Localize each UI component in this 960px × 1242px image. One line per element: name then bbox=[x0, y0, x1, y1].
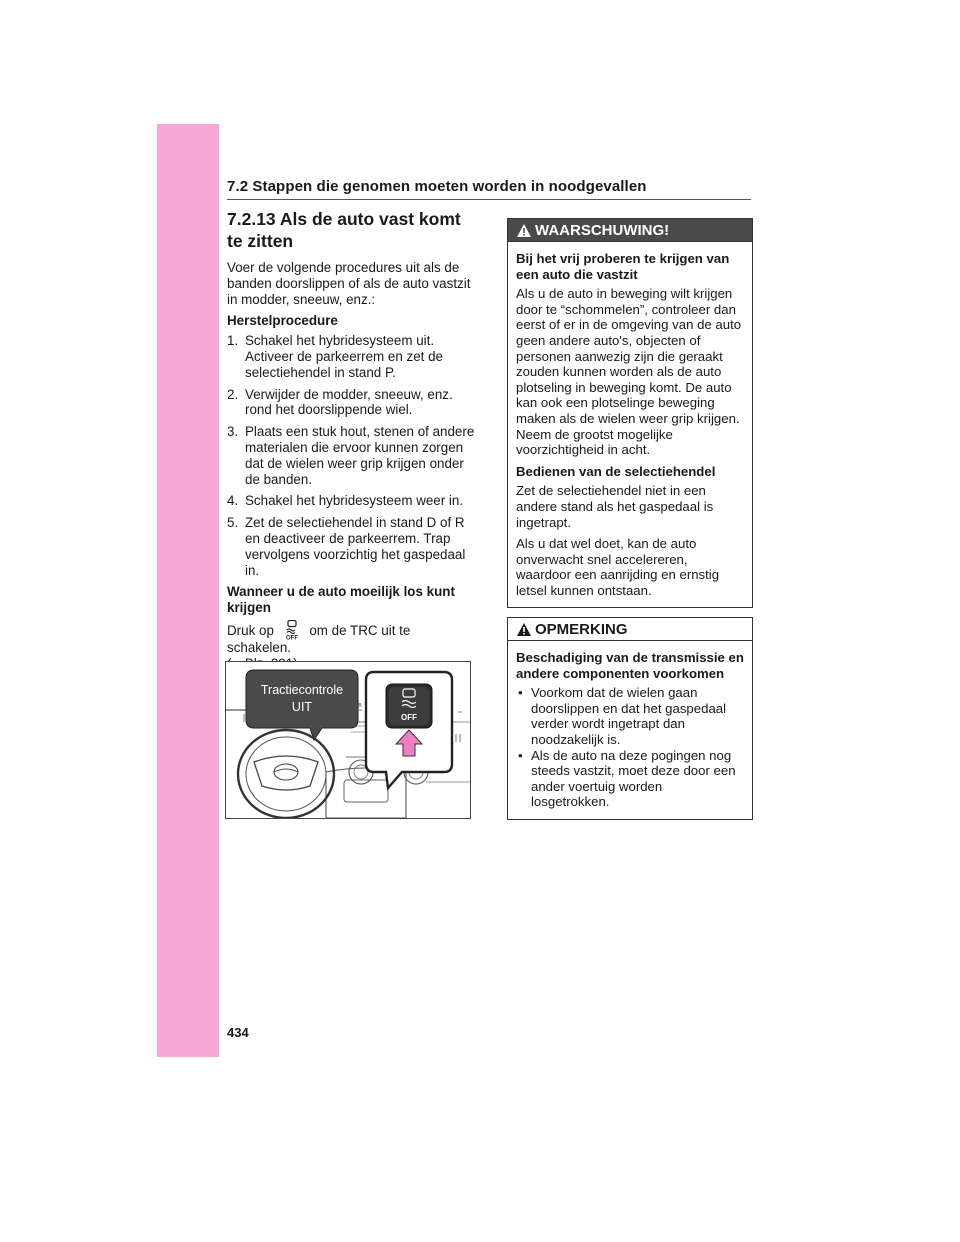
warning-paragraph: Als u dat wel doet, kan de auto onverwacht snel accelereren, waardoor een aanrijding en ernstig letsel kunnen ontstaan. bbox=[516, 536, 720, 598]
section-title: 7.2.13 Als de auto vast komt te zitten bbox=[227, 209, 461, 251]
warning-body bbox=[508, 242, 752, 607]
step-item: 2. Verwijder de modder, sneeuw, enz. rond het doorslippende wiel. bbox=[227, 386, 453, 418]
step-item: 5. Zet de selectiehendel in stand D of R en deactiveer de parkeerrem. Trap vervolgens voorzichtig het gaspedaal in. bbox=[227, 515, 466, 578]
chapter-tab-band bbox=[157, 124, 219, 1057]
page-number: 434 bbox=[227, 1025, 249, 1040]
intro-paragraph: Voer de volgende procedures uit als de banden doorslippen of als de auto vastzit in modder, sneeuw, enz.: bbox=[227, 260, 471, 307]
main-column bbox=[227, 208, 477, 678]
warning-icon bbox=[516, 223, 532, 238]
step-item: 4. Schakel het hybridesysteem weer in. bbox=[227, 493, 464, 509]
warning-paragraph: Zet de selectiehendel niet in een andere stand als het gaspedaal is ingetrapt. bbox=[516, 483, 714, 530]
trc-button-illustration bbox=[225, 661, 471, 819]
running-header: 7.2 Stappen die genomen moeten worden in noodgevallen bbox=[227, 178, 647, 195]
warning-box bbox=[507, 218, 753, 608]
header-divider bbox=[227, 199, 751, 200]
callout-label-line2: UIT bbox=[291, 700, 313, 714]
procedure-steps bbox=[227, 333, 477, 578]
note-bullets bbox=[516, 685, 744, 810]
warning-paragraph: Als u de auto in beweging wilt krijgen door te “schommelen”, controleer dan eerst of er in de omgeving van de auto geen andere auto's, objecten of personen aanwezig zijn die geraakt zouden kunnen worden als de auto plotseling in beweging komt. De auto kan ook een plotselinge beweging maken als de wielen weer grip krijgen. Neem de grootst mogelijke voorzichtigheid in acht. bbox=[516, 286, 742, 458]
warning-subheading-1: Bij het vrij proberen te krijgen van een auto die vastzit bbox=[516, 251, 730, 282]
note-bullet-item: • Voorkom dat de wielen gaan doorslippen en dat het gaspedaal verder wordt ingetrapt dan noodzakelijk is. bbox=[516, 685, 744, 747]
note-body bbox=[508, 641, 752, 819]
svg-text:OFF: OFF bbox=[285, 635, 298, 640]
warning-header bbox=[508, 219, 752, 242]
procedure-heading: Herstelprocedure bbox=[227, 313, 338, 329]
step-item: 3. Plaats een stuk hout, stenen of andere materialen die ervoor kunnen zorgen dat de wielen weer grip krijgen onder de banden. bbox=[227, 424, 475, 487]
warning-title: WAARSCHUWING! bbox=[535, 221, 670, 239]
note-bullet-item: • Als de auto na deze pogingen nog steeds vastzit, moet deze door een ander voertuig worden losgetrokken. bbox=[516, 748, 744, 810]
note-title: OPMERKING bbox=[535, 620, 628, 638]
button-off-label: OFF bbox=[401, 713, 417, 722]
callout-label-line1: Tractiecontrole bbox=[260, 683, 344, 697]
note-header bbox=[508, 618, 752, 641]
step-item: 1. Schakel het hybridesysteem uit. Activeer de parkeerrem en zet de selectiehendel in stand P. bbox=[227, 333, 443, 380]
caution-icon bbox=[516, 622, 532, 637]
difficult-heading: Wanneer u de auto moeilijk los kunt krijgen bbox=[227, 584, 455, 616]
note-box bbox=[507, 617, 753, 820]
warning-subheading-2: Bedienen van de selectiehendel bbox=[516, 463, 716, 479]
note-subheading: Beschadiging van de transmissie en andere componenten voorkomen bbox=[516, 650, 744, 681]
trc-instruction: Druk op OFF om de TRC uit te schakelen. bbox=[227, 620, 477, 672]
trc-off-icon bbox=[282, 620, 302, 640]
